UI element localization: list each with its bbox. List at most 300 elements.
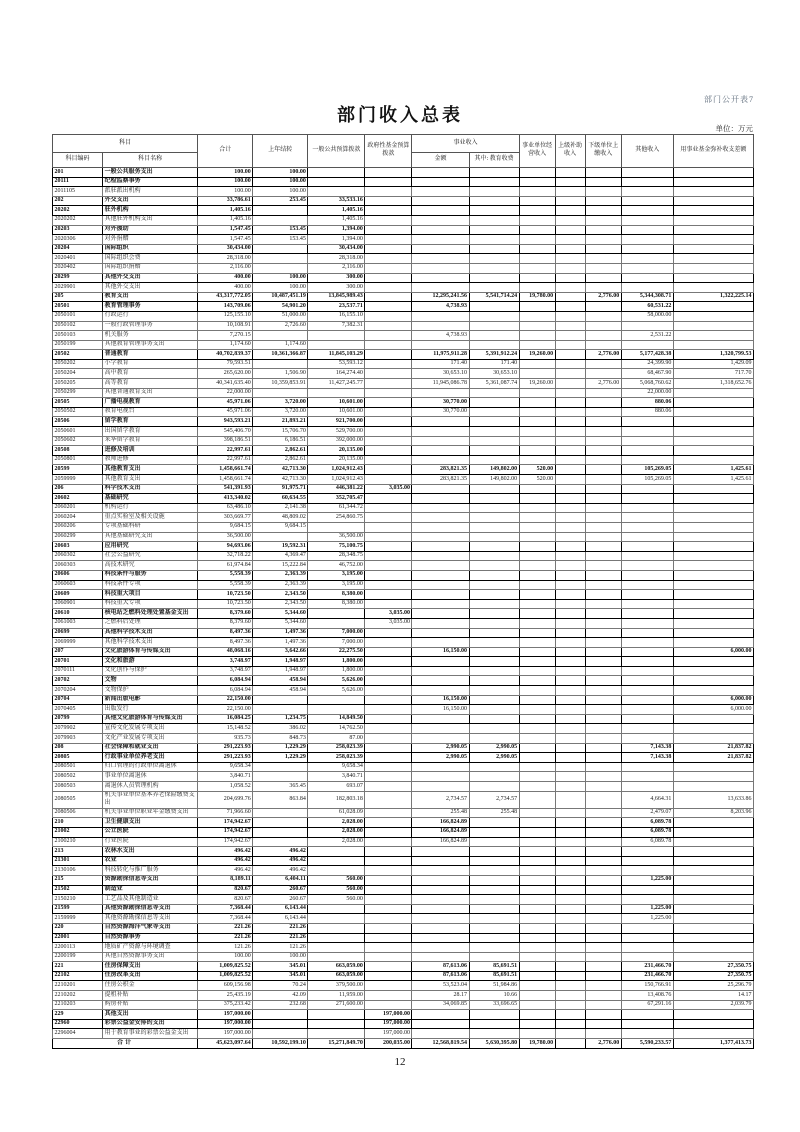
table-row <box>53 1029 754 1039</box>
value-cell <box>519 657 555 667</box>
value-cell: 400.00 <box>198 283 253 293</box>
value-cell <box>469 866 519 876</box>
value-cell <box>555 856 585 866</box>
value-cell <box>585 962 621 972</box>
value-cell <box>555 427 585 437</box>
value-cell <box>308 904 365 914</box>
table-row <box>53 292 754 302</box>
value-cell: 392,000.00 <box>308 436 365 446</box>
value-cell <box>555 933 585 943</box>
value-cell: 20,135.00 <box>308 446 365 456</box>
value-cell <box>673 321 753 331</box>
value-cell <box>519 331 555 341</box>
value-cell <box>555 561 585 571</box>
value-cell: 1,225.00 <box>621 875 673 885</box>
value-cell <box>469 695 519 705</box>
value-cell <box>469 570 519 580</box>
value-cell: 6,000.00 <box>673 705 753 715</box>
value-cell: 100.00 <box>253 283 308 293</box>
value-cell <box>585 570 621 580</box>
value-cell <box>469 609 519 619</box>
value-cell: 2,734.57 <box>469 791 519 808</box>
table-row <box>53 628 754 638</box>
value-cell: 150,766.91 <box>621 981 673 991</box>
table-row <box>53 311 754 321</box>
value-cell <box>469 943 519 953</box>
value-cell <box>365 340 412 350</box>
value-cell <box>621 215 673 225</box>
subject-code-cell: 2079902 <box>53 724 103 734</box>
value-cell <box>365 446 412 456</box>
value-cell <box>253 388 308 398</box>
value-cell <box>412 686 469 696</box>
value-cell <box>621 561 673 571</box>
value-cell <box>253 1019 308 1029</box>
value-cell <box>469 837 519 847</box>
value-cell <box>253 772 308 782</box>
value-cell: 2,862.61 <box>253 446 308 456</box>
value-cell: 3,642.66 <box>253 647 308 657</box>
value-cell: 1,229.29 <box>253 753 308 763</box>
value-cell <box>469 398 519 408</box>
table-row <box>53 206 754 216</box>
value-cell <box>253 827 308 837</box>
value-cell <box>469 206 519 216</box>
value-cell <box>412 561 469 571</box>
value-cell <box>519 446 555 456</box>
value-cell <box>673 1010 753 1020</box>
value-cell <box>673 657 753 667</box>
value-cell: 820.67 <box>198 895 253 905</box>
value-cell <box>519 254 555 264</box>
value-cell <box>519 734 555 744</box>
value-cell: 204,699.76 <box>198 791 253 808</box>
value-cell <box>585 808 621 818</box>
table-row <box>53 455 754 465</box>
value-cell: 100.00 <box>198 168 253 178</box>
table-row <box>53 971 754 981</box>
value-cell <box>469 311 519 321</box>
value-cell <box>673 427 753 437</box>
value-cell <box>365 522 412 532</box>
value-cell <box>519 503 555 513</box>
value-cell <box>519 215 555 225</box>
value-cell <box>412 847 469 857</box>
value-cell: 1,234.75 <box>253 714 308 724</box>
value-cell <box>469 494 519 504</box>
value-cell <box>585 359 621 369</box>
value-cell <box>412 943 469 953</box>
value-cell <box>673 628 753 638</box>
value-cell: 121.26 <box>198 943 253 953</box>
subject-name-cell: 派驻派出机构 <box>103 187 198 197</box>
value-cell <box>365 856 412 866</box>
value-cell: 60,634.55 <box>253 494 308 504</box>
value-cell <box>308 609 365 619</box>
value-cell <box>555 875 585 885</box>
value-cell <box>585 933 621 943</box>
value-cell <box>519 1019 555 1029</box>
value-cell <box>555 1029 585 1039</box>
subject-code-cell: 2079903 <box>53 734 103 744</box>
value-cell <box>673 782 753 792</box>
value-cell: 880.06 <box>621 398 673 408</box>
value-cell: 182,803.18 <box>308 791 365 808</box>
subject-code-cell: 22001 <box>53 933 103 943</box>
subject-name-cell: 文物 <box>103 676 198 686</box>
value-cell <box>412 522 469 532</box>
subject-code-cell: 20203 <box>53 225 103 235</box>
value-cell <box>585 302 621 312</box>
value-cell <box>673 676 753 686</box>
value-cell <box>555 532 585 542</box>
value-cell: 10,723.50 <box>198 599 253 609</box>
value-cell <box>673 446 753 456</box>
value-cell <box>365 417 412 427</box>
value-cell <box>412 1019 469 1029</box>
value-cell <box>519 206 555 216</box>
table-row <box>53 818 754 828</box>
subject-code-cell: 202 <box>53 196 103 206</box>
value-cell: 5,590,233.57 <box>621 1039 673 1049</box>
value-cell: 7,143.38 <box>621 743 673 753</box>
subject-code-cell: 2080506 <box>53 808 103 818</box>
value-cell <box>469 436 519 446</box>
value-cell <box>412 311 469 321</box>
value-cell: 6,084.94 <box>198 686 253 696</box>
value-cell <box>585 724 621 734</box>
subject-name-cell: 核电站乏燃料处理处置基金支出 <box>103 609 198 619</box>
value-cell: 1,458,661.74 <box>198 465 253 475</box>
value-cell <box>469 321 519 331</box>
value-cell <box>469 513 519 523</box>
subject-code-cell: 20610 <box>53 609 103 619</box>
value-cell: 63,486.10 <box>198 503 253 513</box>
value-cell: 2,028.00 <box>308 827 365 837</box>
value-cell <box>365 866 412 876</box>
subject-code-cell: 2210201 <box>53 981 103 991</box>
value-cell <box>555 847 585 857</box>
value-cell <box>365 283 412 293</box>
value-cell: 5,068,760.62 <box>621 379 673 389</box>
subject-name-cell: 教育支出 <box>103 292 198 302</box>
table-row <box>53 695 754 705</box>
value-cell: 45,971.06 <box>198 407 253 417</box>
value-cell <box>555 618 585 628</box>
value-cell: 16,150.00 <box>412 647 469 657</box>
subject-name-cell: 科技转化与推广服务 <box>103 866 198 876</box>
table-row <box>53 379 754 389</box>
value-cell: 4,738.93 <box>412 302 469 312</box>
value-cell <box>673 522 753 532</box>
value-cell <box>673 885 753 895</box>
value-cell <box>519 187 555 197</box>
value-cell: 19,260.00 <box>519 350 555 360</box>
value-cell: 22,150.00 <box>198 705 253 715</box>
value-cell <box>673 724 753 734</box>
value-cell <box>585 273 621 283</box>
value-cell: 11,945,086.78 <box>412 379 469 389</box>
table-total-row <box>53 1039 754 1049</box>
value-cell <box>555 263 585 273</box>
value-cell <box>673 542 753 552</box>
subject-code-cell: 2029901 <box>53 283 103 293</box>
value-cell: 13,633.86 <box>673 791 753 808</box>
value-cell <box>469 734 519 744</box>
value-cell <box>621 933 673 943</box>
header-subject-code: 科目编码 <box>53 153 103 168</box>
subject-name-cell: 新闻出版电影 <box>103 695 198 705</box>
value-cell <box>365 503 412 513</box>
value-cell <box>365 885 412 895</box>
subject-code-cell: 20702 <box>53 676 103 686</box>
value-cell <box>469 638 519 648</box>
value-cell <box>469 666 519 676</box>
value-cell <box>469 782 519 792</box>
value-cell <box>555 590 585 600</box>
header-total: 合计 <box>198 135 253 168</box>
value-cell <box>365 714 412 724</box>
value-cell: 5,626.00 <box>308 676 365 686</box>
value-cell <box>519 923 555 933</box>
subject-name-cell: 广播电视教育 <box>103 398 198 408</box>
value-cell <box>585 407 621 417</box>
subject-name-cell: 自然资源事务 <box>103 933 198 943</box>
subject-code-cell: 21002 <box>53 827 103 837</box>
subject-code-cell: 2130106 <box>53 866 103 876</box>
value-cell <box>469 705 519 715</box>
value-cell <box>365 772 412 782</box>
value-cell: 164,274.40 <box>308 369 365 379</box>
value-cell <box>585 398 621 408</box>
value-cell <box>253 1010 308 1020</box>
value-cell: 446,381.22 <box>308 484 365 494</box>
value-cell <box>673 484 753 494</box>
value-cell <box>365 686 412 696</box>
value-cell <box>555 350 585 360</box>
value-cell: 61,028.09 <box>308 808 365 818</box>
table-row <box>53 676 754 686</box>
value-cell: 10,601.00 <box>308 407 365 417</box>
value-cell <box>365 933 412 943</box>
value-cell: 28,318.00 <box>198 254 253 264</box>
value-cell: 25,435.19 <box>198 991 253 1001</box>
value-cell: 232.68 <box>253 1000 308 1010</box>
value-cell <box>621 714 673 724</box>
subject-code-cell: 2050202 <box>53 359 103 369</box>
value-cell <box>555 599 585 609</box>
header-operating-income: 事业单位经营收入 <box>519 135 555 168</box>
value-cell <box>621 686 673 696</box>
value-cell <box>555 866 585 876</box>
value-cell <box>519 1029 555 1039</box>
value-cell: 10,601.00 <box>308 398 365 408</box>
value-cell: 2,990.05 <box>469 743 519 753</box>
value-cell <box>555 283 585 293</box>
value-cell <box>365 762 412 772</box>
value-cell <box>412 714 469 724</box>
value-cell <box>365 657 412 667</box>
value-cell <box>308 943 365 953</box>
value-cell <box>308 866 365 876</box>
value-cell <box>555 628 585 638</box>
value-cell <box>585 235 621 245</box>
value-cell: 3,035.00 <box>365 609 412 619</box>
subject-code-cell: 2050299 <box>53 388 103 398</box>
value-cell <box>469 952 519 962</box>
value-cell <box>412 923 469 933</box>
value-cell: 61,974.84 <box>198 561 253 571</box>
value-cell <box>308 340 365 350</box>
value-cell: 4,664.31 <box>621 791 673 808</box>
value-cell <box>555 695 585 705</box>
value-cell <box>673 398 753 408</box>
value-cell <box>673 436 753 446</box>
table-row <box>53 734 754 744</box>
value-cell: 166,824.89 <box>412 837 469 847</box>
value-cell: 174,942.67 <box>198 827 253 837</box>
value-cell <box>519 753 555 763</box>
value-cell <box>519 705 555 715</box>
value-cell: 34,069.85 <box>412 1000 469 1010</box>
value-cell <box>253 263 308 273</box>
value-cell <box>412 904 469 914</box>
value-cell <box>585 952 621 962</box>
value-cell <box>585 484 621 494</box>
value-cell: 1,425.61 <box>673 475 753 485</box>
value-cell <box>519 522 555 532</box>
value-cell: 560.00 <box>308 895 365 905</box>
value-cell <box>469 1010 519 1020</box>
value-cell <box>253 837 308 847</box>
subject-code-cell: 21599 <box>53 904 103 914</box>
value-cell <box>308 847 365 857</box>
value-cell <box>365 225 412 235</box>
value-cell: 8,379.60 <box>198 618 253 628</box>
value-cell <box>412 187 469 197</box>
value-cell: 3,840.71 <box>198 772 253 782</box>
value-cell <box>519 808 555 818</box>
value-cell: 3,195.00 <box>308 570 365 580</box>
value-cell: 87,613.06 <box>412 962 469 972</box>
value-cell <box>469 628 519 638</box>
value-cell <box>585 885 621 895</box>
value-cell <box>555 808 585 818</box>
value-cell <box>519 235 555 245</box>
value-cell <box>673 532 753 542</box>
value-cell <box>673 762 753 772</box>
value-cell <box>365 379 412 389</box>
table-row <box>53 436 754 446</box>
value-cell <box>673 952 753 962</box>
value-cell <box>585 647 621 657</box>
value-cell <box>308 177 365 187</box>
value-cell: 271,600.00 <box>308 1000 365 1010</box>
value-cell: 663,059.00 <box>308 971 365 981</box>
value-cell <box>365 791 412 808</box>
subject-code-cell: 2060204 <box>53 513 103 523</box>
subject-name-cell: 其他驻外机构支出 <box>103 215 198 225</box>
subject-name-cell: 机关事业单位职业年金缴费支出 <box>103 808 198 818</box>
subject-name-cell: 外交支出 <box>103 196 198 206</box>
value-cell: 283,821.35 <box>412 475 469 485</box>
value-cell <box>585 657 621 667</box>
subject-name-cell: 一般公共服务支出 <box>103 168 198 178</box>
value-cell <box>555 503 585 513</box>
value-cell <box>555 686 585 696</box>
value-cell <box>469 187 519 197</box>
header-gov-fund: 政府性基金预算拨款 <box>365 135 412 168</box>
value-cell <box>308 522 365 532</box>
value-cell <box>365 369 412 379</box>
value-cell <box>469 215 519 225</box>
value-cell <box>519 914 555 924</box>
value-cell <box>585 503 621 513</box>
header-fund-balance: 用事业基金弥补收支差额 <box>673 135 753 168</box>
value-cell: 2,116.00 <box>308 263 365 273</box>
value-cell <box>621 570 673 580</box>
value-cell: 22,000.00 <box>621 388 673 398</box>
subject-code-cell: 2020306 <box>53 235 103 245</box>
value-cell: 1,394.00 <box>308 225 365 235</box>
value-cell <box>365 350 412 360</box>
value-cell <box>555 782 585 792</box>
value-cell <box>585 455 621 465</box>
value-cell <box>585 895 621 905</box>
value-cell: 8,380.00 <box>308 590 365 600</box>
page-title: 部门收入总表 <box>337 105 463 125</box>
value-cell: 143,709.06 <box>198 302 253 312</box>
value-cell <box>585 177 621 187</box>
value-cell <box>555 292 585 302</box>
value-cell <box>585 609 621 619</box>
value-cell <box>585 590 621 600</box>
value-cell <box>412 340 469 350</box>
value-cell: 5,391,912.24 <box>469 350 519 360</box>
value-cell <box>673 407 753 417</box>
value-cell: 40,341,635.40 <box>198 379 253 389</box>
value-cell <box>365 475 412 485</box>
value-cell: 9,658.34 <box>308 762 365 772</box>
subject-code-cell: 20111 <box>53 177 103 187</box>
value-cell: 100.00 <box>253 273 308 283</box>
table-row <box>53 962 754 972</box>
value-cell: 260.67 <box>253 885 308 895</box>
value-cell <box>519 762 555 772</box>
value-cell: 1,318,652.76 <box>673 379 753 389</box>
subject-name-cell: 其他基础研究支出 <box>103 532 198 542</box>
value-cell: 255.48 <box>412 808 469 818</box>
value-cell: 121.26 <box>253 943 308 953</box>
value-cell <box>585 446 621 456</box>
value-cell <box>519 772 555 782</box>
value-cell <box>412 590 469 600</box>
value-cell: 1,229.29 <box>253 743 308 753</box>
value-cell <box>469 762 519 772</box>
value-cell <box>673 206 753 216</box>
value-cell: 8,380.00 <box>308 599 365 609</box>
value-cell <box>469 561 519 571</box>
subject-code-cell: 2059999 <box>53 475 103 485</box>
value-cell <box>555 359 585 369</box>
table-row <box>53 494 754 504</box>
table-row <box>53 465 754 475</box>
value-cell <box>555 580 585 590</box>
value-cell <box>412 542 469 552</box>
table-row <box>53 638 754 648</box>
value-cell <box>621 638 673 648</box>
value-cell <box>673 168 753 178</box>
